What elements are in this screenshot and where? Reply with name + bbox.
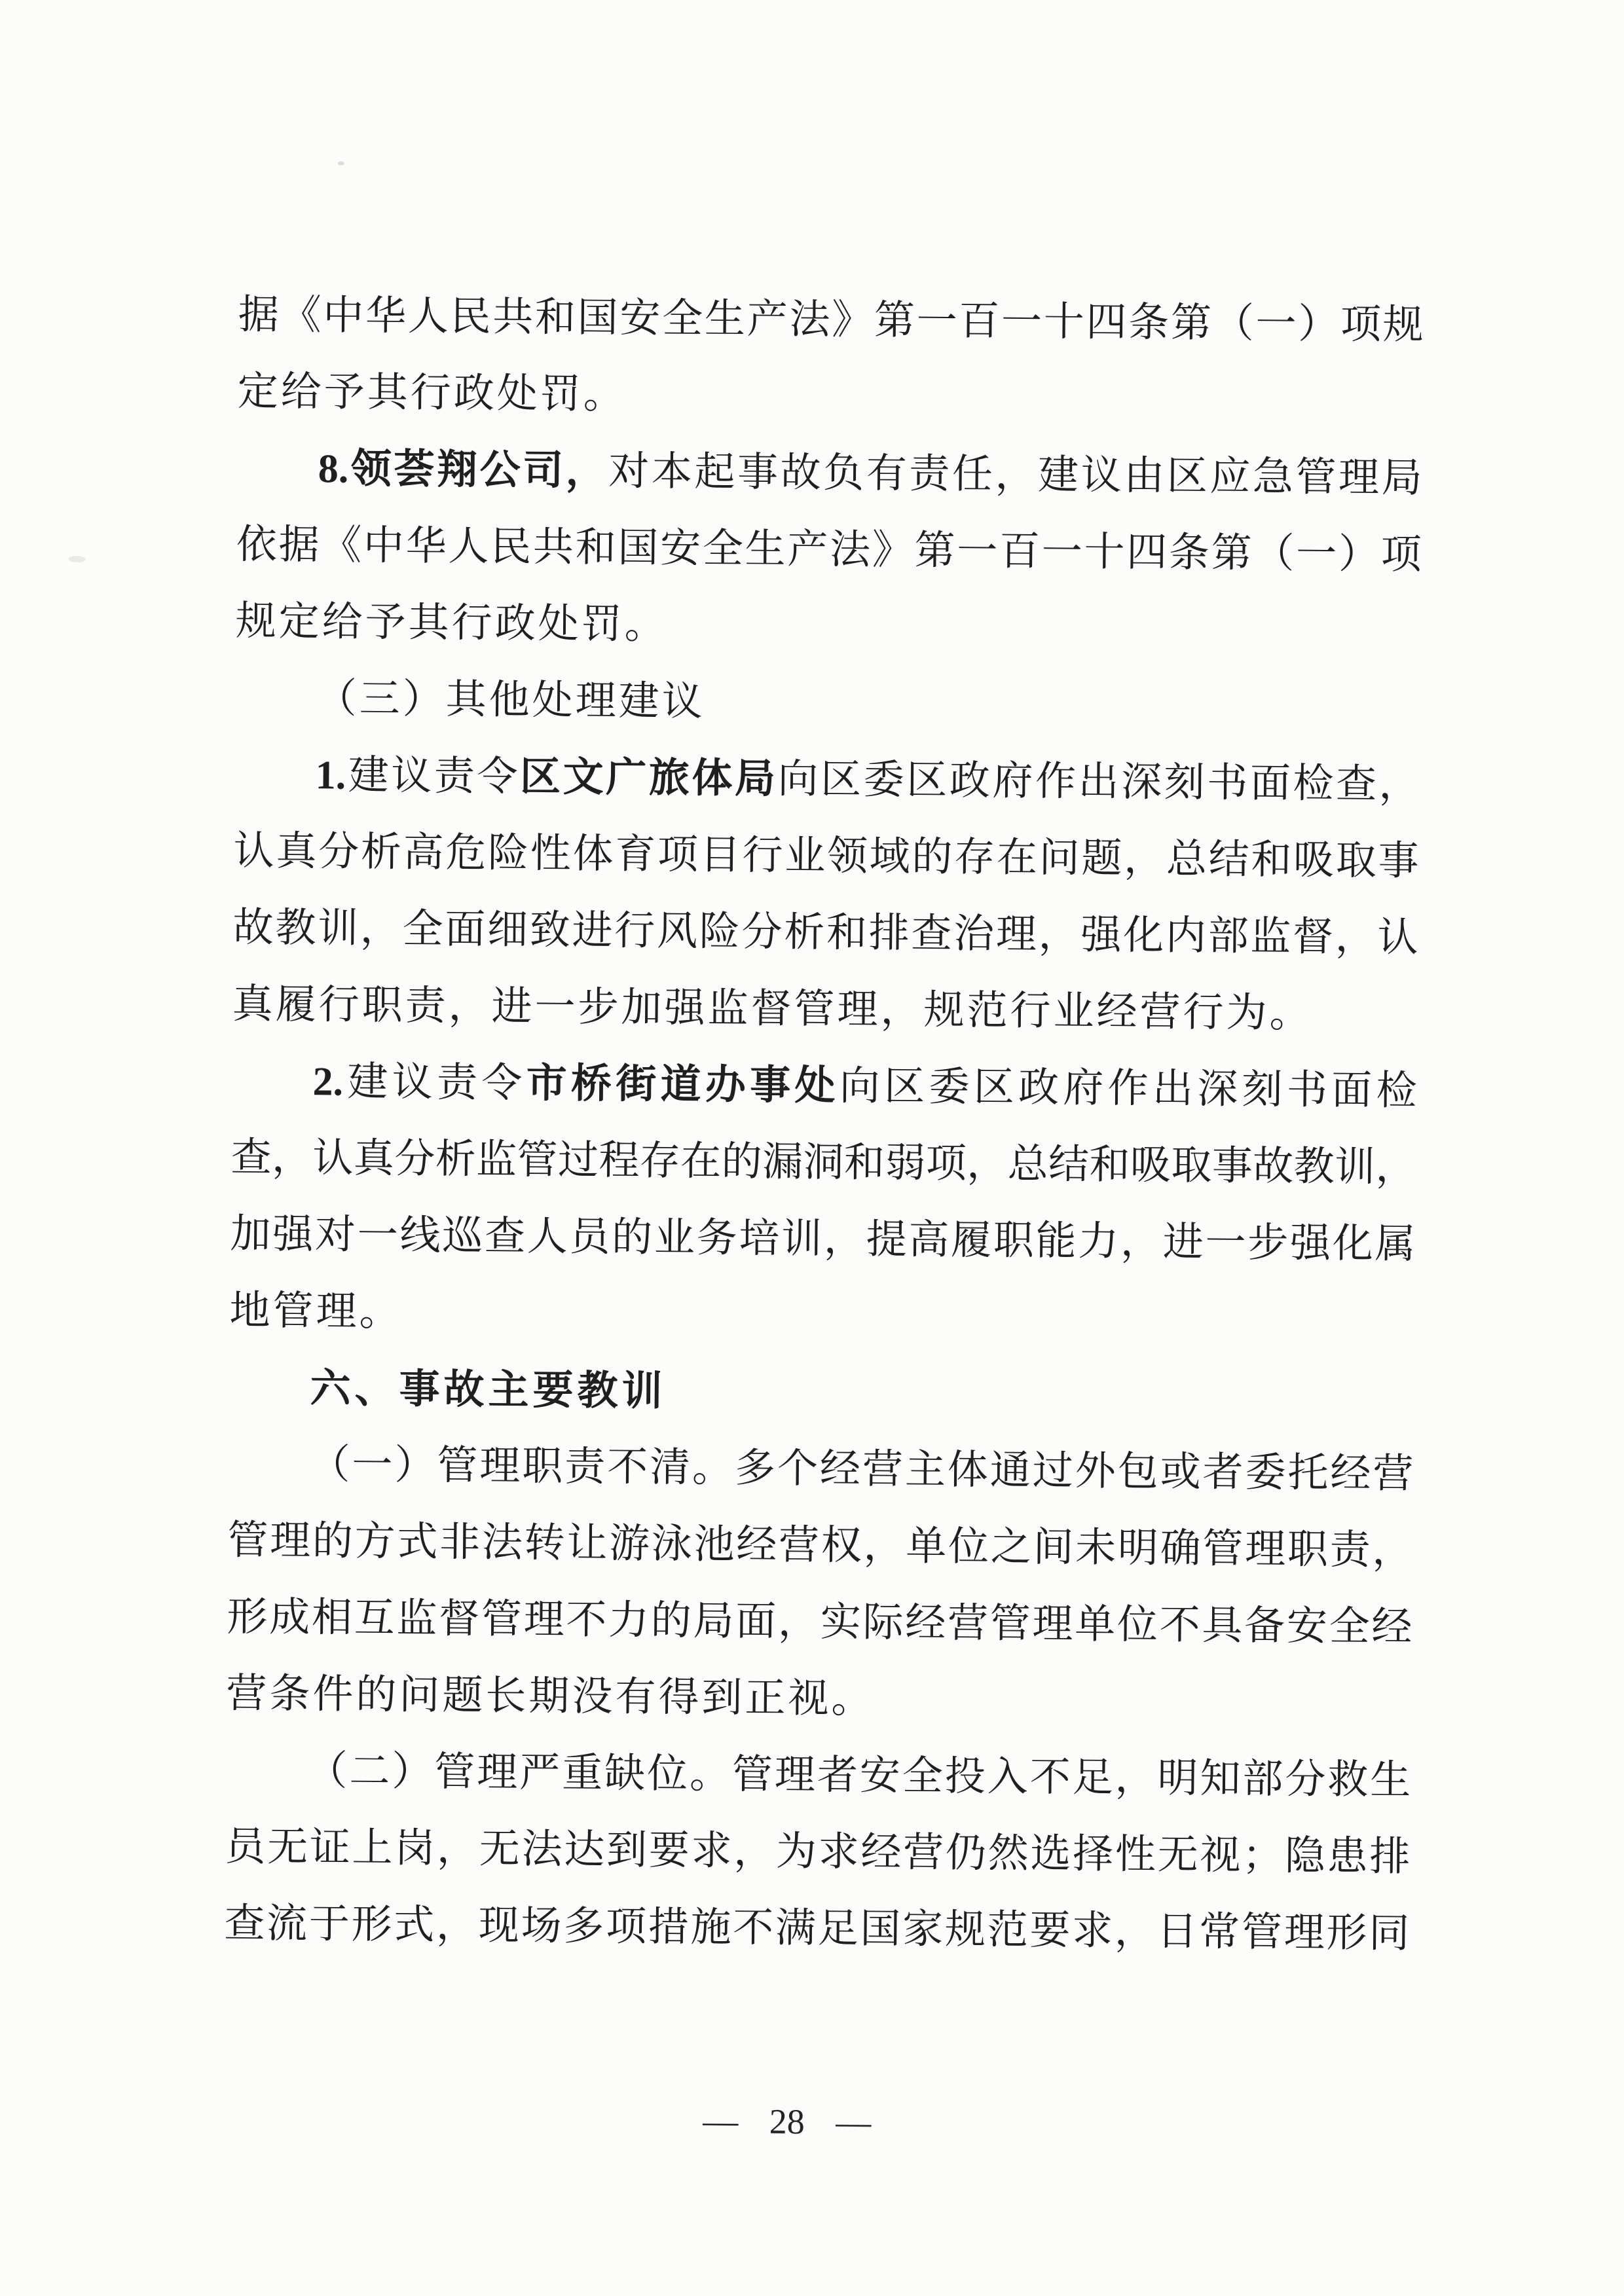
text-line — [235, 583, 1421, 670]
body-text: 建议责令 — [345, 753, 521, 799]
body-text: 认真分析高危险性体育项目行业领域的存在问题，总结和吸取事 — [233, 829, 1419, 884]
text-line — [225, 1809, 1411, 1896]
text-line — [234, 660, 1420, 747]
page-number: — 28 — — [703, 2101, 872, 2142]
text-line — [236, 507, 1422, 594]
body-text: （一）管理职责不清。多个经营主体通过外包或者委托经营 — [309, 1442, 1414, 1497]
body-text: 对本起事故负有责任，建议由区应急管理局 — [608, 449, 1422, 501]
emphasis-text: 区文广旅体局 — [519, 754, 778, 802]
text-line — [225, 1732, 1411, 1819]
section-heading — [229, 1349, 1414, 1436]
text-line — [229, 1273, 1415, 1360]
body-text: 故教训，全面细致进行风险分析和排查治理，强化内部监督，认 — [232, 905, 1418, 960]
body-text: 向区委区政府作出深刻书面检 — [839, 1064, 1417, 1114]
body-text: 查，认真分析监管过程存在的漏洞和弱项，总结和吸取事故教训， — [231, 1135, 1416, 1190]
body-text: 向区委区政府作出深刻书面检查， — [777, 757, 1420, 807]
document-body — [224, 277, 1424, 1973]
body-text: 定给予其行政处罚。 — [237, 369, 627, 418]
emphasis-text: 六、事故主要教训 — [310, 1366, 667, 1414]
text-line — [233, 813, 1419, 900]
text-line — [231, 1043, 1417, 1130]
emphasis-text: 8.领荟翔公司， — [318, 446, 609, 494]
text-line — [231, 1120, 1416, 1207]
body-text: 地管理。 — [229, 1288, 403, 1335]
text-line — [228, 1426, 1414, 1513]
text-line — [232, 890, 1418, 977]
text-line — [234, 737, 1420, 824]
body-text: 据《中华人民共和国安全生产法》第一百一十四条第（一）项规 — [238, 293, 1424, 348]
text-line — [224, 1886, 1410, 1973]
body-text: 规定给予其行政处罚。 — [235, 599, 669, 647]
body-text: 查流于形式，现场多项措施不满足国家规范要求，日常管理形同 — [224, 1901, 1410, 1956]
body-text: 形成相互监督管理不力的局面，实际经营管理单位不具备安全经 — [227, 1595, 1412, 1650]
body-text: （二）管理严重缺位。管理者安全投入不足，明知部分救生 — [306, 1749, 1411, 1803]
text-line — [238, 277, 1424, 364]
text-line — [226, 1656, 1412, 1743]
text-line — [227, 1503, 1413, 1590]
emphasis-text: 1. — [315, 753, 346, 798]
scan-speck — [338, 162, 344, 166]
text-line — [236, 430, 1422, 517]
body-text: 营条件的问题长期没有得到正视。 — [226, 1671, 875, 1722]
text-line — [227, 1579, 1412, 1666]
body-text: 员无证上岗，无法达到要求，为求经营仍然选择性无视；隐患排 — [225, 1825, 1411, 1880]
body-text: （三）其他处理建议 — [316, 676, 705, 725]
text-line — [230, 1196, 1416, 1283]
body-text: 真履行职责，进一步加强监督管理，规范行业经营行为。 — [232, 982, 1313, 1036]
body-text: 建议责令 — [342, 1059, 526, 1106]
text-line — [237, 354, 1423, 441]
body-text: 依据《中华人民共和国安全生产法》第一百一十四条第（一）项 — [236, 522, 1422, 577]
emphasis-text: 2. — [312, 1059, 344, 1104]
text-line — [232, 966, 1418, 1053]
body-text: 加强对一线巡查人员的业务培训，提高履职能力，进一步强化属 — [230, 1212, 1416, 1267]
emphasis-text: 市桥街道办事处 — [526, 1061, 840, 1109]
page-footer — [0, 2088, 1593, 2155]
body-text: 管理的方式非法转让游泳池经营权，单位之间未明确管理职责， — [227, 1518, 1413, 1573]
scan-speck — [69, 556, 86, 562]
